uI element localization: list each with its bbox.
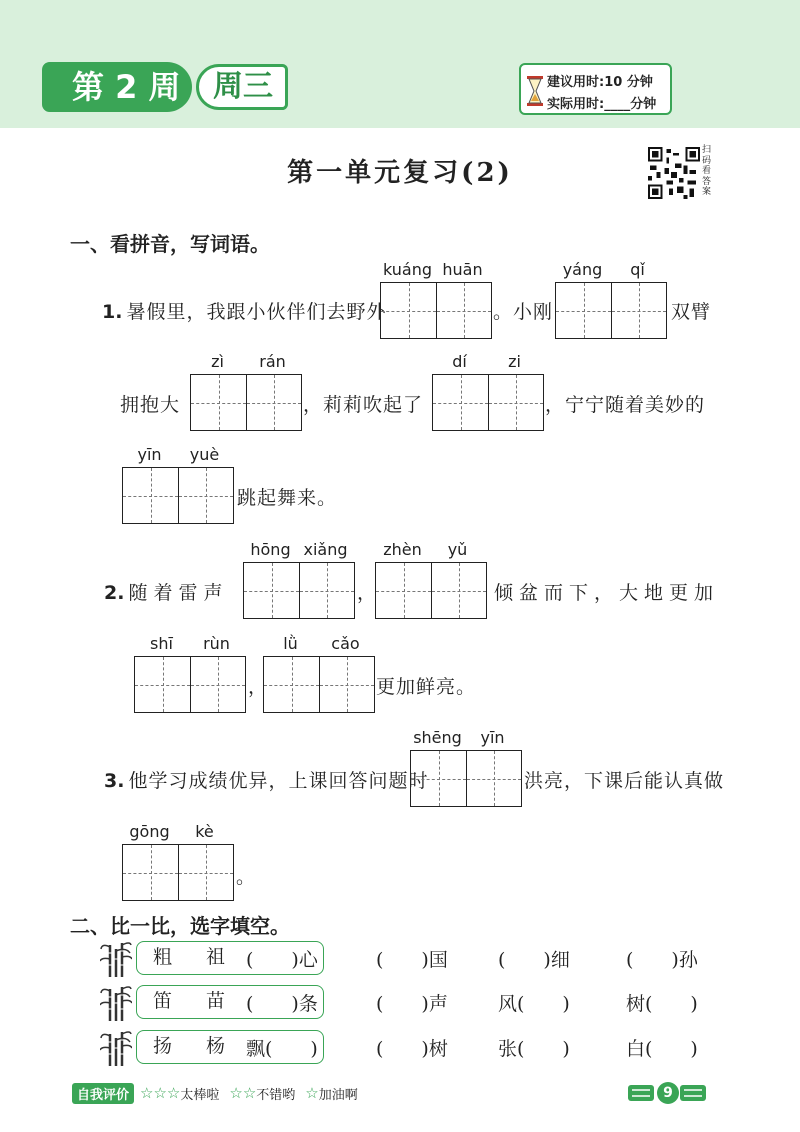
q3-text1: 他学习成绩优异，上课回答问题时 xyxy=(128,770,429,792)
pinyin: zhèn xyxy=(383,540,422,559)
q2-number: 2. xyxy=(104,582,125,604)
pinyin: yīn xyxy=(137,445,162,464)
pinyin: xiǎng xyxy=(303,540,348,559)
q3-text-1 xyxy=(104,766,428,793)
actual-time: 实际用时:____分钟 xyxy=(547,97,657,112)
qr-code-icon[interactable] xyxy=(648,147,700,199)
eval-excellent: 太棒啦 xyxy=(180,1087,220,1103)
section1-heading: 一、看拼音，写词语。 xyxy=(70,232,270,256)
fill-blank[interactable]: 飘( ) xyxy=(246,1038,318,1060)
page-title: 第一单元复习(2) xyxy=(287,158,513,188)
scan-for-answers-note: 扫码看答案 xyxy=(702,145,712,197)
fill-blank[interactable]: 白( ) xyxy=(626,1038,698,1060)
compare-row-2 xyxy=(100,985,720,1019)
star-icon[interactable]: ☆ xyxy=(305,1084,319,1102)
answer-grid-q1-e[interactable] xyxy=(122,467,234,524)
star-icon[interactable]: ☆☆ xyxy=(229,1084,257,1102)
fill-blank[interactable]: ( )条 xyxy=(246,993,318,1015)
pinyin: rùn xyxy=(203,634,230,653)
compare-row-3 xyxy=(100,1030,720,1064)
week-label: 第 2 周 xyxy=(42,62,192,112)
q1-text1: 暑假里，我跟小伙伴们去野外 xyxy=(126,301,387,323)
hourglass-icon xyxy=(525,75,545,107)
answer-grid-q3-b[interactable] xyxy=(122,844,234,901)
answer-grid-q2-b[interactable] xyxy=(375,562,487,619)
fill-blank[interactable]: ( )声 xyxy=(376,993,448,1015)
q1-text-3: 双臂 xyxy=(671,301,712,323)
pinyin: lǜ xyxy=(283,634,298,653)
pinyin: zi xyxy=(508,352,521,371)
q2-text-3: 更加鲜亮。 xyxy=(376,676,477,698)
q3-text-3: 。 xyxy=(236,866,257,888)
page-number: 9 xyxy=(657,1082,679,1104)
eval-good: 不错哟 xyxy=(256,1087,296,1103)
answer-grid-q1-c[interactable] xyxy=(190,374,302,431)
answer-grid-q1-d[interactable] xyxy=(432,374,544,431)
fill-blank[interactable]: ( )国 xyxy=(376,949,448,971)
pinyin: kè xyxy=(195,822,214,841)
q2-text1: 随着雷声 xyxy=(128,582,229,604)
answer-grid-q3-a[interactable] xyxy=(410,750,522,807)
pinyin: cǎo xyxy=(331,634,360,653)
pinyin: huān xyxy=(442,260,483,279)
time-box xyxy=(519,63,672,115)
q1-text-2: 。小刚 xyxy=(493,301,554,323)
day-label: 周三 xyxy=(196,64,288,110)
q1-text-5: ，莉莉吹起了 xyxy=(303,394,424,416)
char-pair: 粗 祖 xyxy=(136,941,324,975)
fill-blank[interactable]: ( )孙 xyxy=(626,949,698,971)
fill-blank[interactable]: ( )树 xyxy=(376,1038,448,1060)
q1-number: 1. xyxy=(102,301,123,323)
suggested-time: 建议用时:10 分钟 xyxy=(547,75,653,90)
fill-blank[interactable]: 风( ) xyxy=(498,993,570,1015)
star-icon[interactable]: ☆☆☆ xyxy=(140,1084,181,1102)
q2-text-2: 倾盆而下，大地更加 xyxy=(494,582,720,604)
pinyin: yīn xyxy=(480,728,505,747)
eval-keep-going: 加油啊 xyxy=(318,1087,358,1103)
pinyin: yáng xyxy=(562,260,603,279)
pinyin: gōng xyxy=(129,822,170,841)
bamboo-icon xyxy=(100,1030,132,1066)
answer-grid-q1-a[interactable] xyxy=(380,282,492,339)
pinyin: rán xyxy=(259,352,286,371)
pinyin: qǐ xyxy=(630,260,645,279)
q1-text-6: ，宁宁随着美妙的 xyxy=(545,394,706,416)
section2-heading: 二、比一比，选字填空。 xyxy=(70,914,290,938)
pinyin: yuè xyxy=(189,445,220,464)
fill-blank[interactable]: ( )细 xyxy=(498,949,570,971)
answer-grid-q2-a[interactable] xyxy=(243,562,355,619)
self-evaluation xyxy=(72,1083,366,1103)
pinyin: hōng xyxy=(250,540,291,559)
q3-text-2: 洪亮，下课后能认真做 xyxy=(524,770,725,792)
answer-grid-q2-d[interactable] xyxy=(263,656,375,713)
answer-grid-q2-c[interactable] xyxy=(134,656,246,713)
char-pair: 扬 杨 xyxy=(136,1030,324,1064)
q2-text-1 xyxy=(104,578,228,605)
pinyin: yǔ xyxy=(447,540,468,559)
bamboo-icon xyxy=(100,985,132,1021)
q2-comma-2: ， xyxy=(248,676,269,698)
q2-comma-1: ， xyxy=(357,582,378,604)
fill-blank[interactable]: 树( ) xyxy=(626,993,698,1015)
q1-text-1 xyxy=(102,297,386,324)
q3-number: 3. xyxy=(104,770,125,792)
q1-text-4: 拥抱大 xyxy=(120,394,181,416)
compare-row-1 xyxy=(100,941,720,975)
pinyin: shēng xyxy=(413,728,462,747)
q1-text-7: 跳起舞来。 xyxy=(237,487,338,509)
pinyin: dí xyxy=(452,352,467,371)
pinyin: kuáng xyxy=(382,260,432,279)
pinyin: shī xyxy=(150,634,173,653)
pinyin: zì xyxy=(211,352,224,371)
answer-grid-q1-b[interactable] xyxy=(555,282,667,339)
fill-blank[interactable]: 张( ) xyxy=(498,1038,570,1060)
char-pair: 笛 苗 xyxy=(136,985,324,1019)
bamboo-icon xyxy=(100,941,132,977)
self-eval-label: 自我评价 xyxy=(72,1083,134,1104)
fill-blank[interactable]: ( )心 xyxy=(246,949,318,971)
